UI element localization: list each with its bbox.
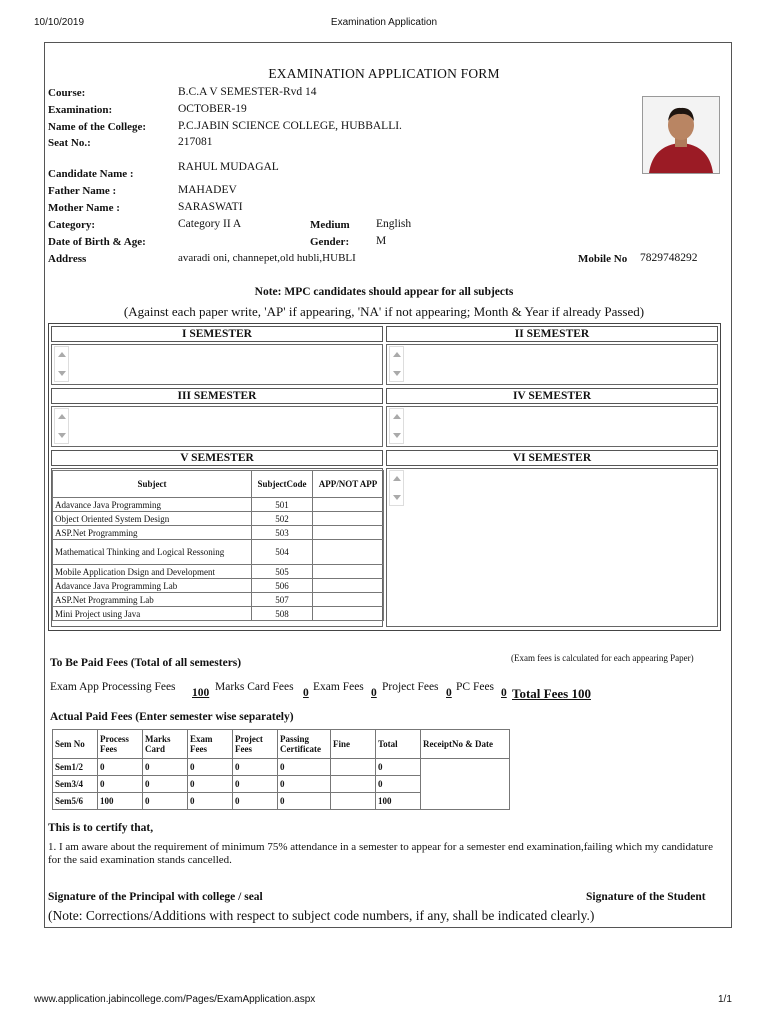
form-title: EXAMINATION APPLICATION FORM <box>268 66 500 81</box>
seat-value: 217081 <box>178 136 213 148</box>
scrollbar[interactable] <box>389 470 404 506</box>
pc-fee-value: 0 <box>501 687 507 699</box>
subject-code: 503 <box>252 526 313 540</box>
subject-name: Mini Project using Java <box>53 607 252 621</box>
scroll-down-icon[interactable] <box>393 433 401 438</box>
subject-code: 506 <box>252 579 313 593</box>
exam-fees-cell: 0 <box>188 776 233 793</box>
subject-code: 508 <box>252 607 313 621</box>
sem4-textarea[interactable] <box>386 406 718 447</box>
total-fees: Total Fees 100 <box>512 686 591 701</box>
scroll-up-icon[interactable] <box>58 352 66 357</box>
col-process-fees: Process Fees <box>98 730 143 759</box>
father-label: Father Name : <box>48 185 117 197</box>
exam-fees-cell: 0 <box>188 759 233 776</box>
col-subject: Subject <box>53 471 252 498</box>
col-sem-no: Sem No <box>53 730 98 759</box>
category-value: Category II A <box>178 218 242 230</box>
examination-label: Examination: <box>48 104 113 116</box>
col-exam-fees: Exam Fees <box>188 730 233 759</box>
candidate-value: RAHUL MUDAGAL <box>178 161 279 173</box>
exam-fee-label: Exam Fees <box>313 681 364 693</box>
passing-certificate-cell: 0 <box>278 759 331 776</box>
scrollbar[interactable] <box>54 346 69 382</box>
marks-card-cell: 0 <box>143 793 188 810</box>
candidate-photo <box>642 96 720 174</box>
sem5-header: V SEMESTER <box>51 450 383 466</box>
app-cell[interactable] <box>313 526 384 540</box>
subject-name: ASP.Net Programming <box>53 526 252 540</box>
subject-code: 504 <box>252 540 313 565</box>
to-be-paid-title: To Be Paid Fees (Total of all semesters) <box>50 657 242 669</box>
scroll-up-icon[interactable] <box>58 414 66 419</box>
subject-code: 502 <box>252 512 313 526</box>
col-project-fees: Project Fees <box>233 730 278 759</box>
col-passing-certificate: Passing Certificate <box>278 730 331 759</box>
scrollbar[interactable] <box>389 408 404 444</box>
process-fees-cell: 100 <box>98 793 143 810</box>
passing-certificate-cell: 0 <box>278 793 331 810</box>
scroll-down-icon[interactable] <box>58 433 66 438</box>
student-signature-label: Signature of the Student <box>586 891 706 903</box>
mother-value: SARASWATI <box>178 201 243 213</box>
sem3-textarea[interactable] <box>51 406 383 447</box>
sem-no: Sem1/2 <box>53 759 98 776</box>
sem3-header: III SEMESTER <box>51 388 383 404</box>
subject-name: Mobile Application Dsign and Development <box>53 565 252 579</box>
passing-certificate-cell: 0 <box>278 776 331 793</box>
print-url: www.application.jabincollege.com/Pages/ExamApplication.aspx <box>34 994 316 1005</box>
project-fees-cell: 0 <box>233 793 278 810</box>
project-fees-cell: 0 <box>233 776 278 793</box>
table-row <box>53 498 384 512</box>
process-fee-value: 100 <box>192 687 210 699</box>
sem-no: Sem3/4 <box>53 776 98 793</box>
examination-value: OCTOBER-19 <box>178 103 247 115</box>
certify-title: This is to certify that, <box>48 822 154 834</box>
subject-code: 505 <box>252 565 313 579</box>
app-cell[interactable] <box>313 498 384 512</box>
address-label: Address <box>48 253 87 265</box>
fine-cell <box>331 759 376 776</box>
scroll-up-icon[interactable] <box>393 414 401 419</box>
actual-paid-fees-table <box>52 729 510 810</box>
exam-fee-calc-note: (Exam fees is calculated for each appearing Paper) <box>511 653 694 663</box>
print-title: Examination Application <box>330 17 438 28</box>
corrections-note: (Note: Corrections/Additions with respect to subject code numbers, if any, shall be indicated clearly.) <box>48 908 595 923</box>
course-value: B.C.A V SEMESTER-Rvd 14 <box>178 86 317 98</box>
app-cell[interactable] <box>313 579 384 593</box>
sem6-header: VI SEMESTER <box>386 450 718 466</box>
marks-card-fee-label: Marks Card Fees <box>215 681 294 693</box>
marks-card-fee-value: 0 <box>303 687 309 699</box>
app-cell[interactable] <box>313 565 384 579</box>
exam-fees-cell: 0 <box>188 793 233 810</box>
col-fine: Fine <box>331 730 376 759</box>
receipt-cell <box>421 759 510 810</box>
mpc-note: Note: MPC candidates should appear for all subjects <box>254 286 514 298</box>
mobile-label: Mobile No <box>578 253 628 265</box>
app-cell[interactable] <box>313 607 384 621</box>
scrollbar[interactable] <box>54 408 69 444</box>
appearing-note: (Against each paper write, 'AP' if appearing, 'NA' if not appearing; Month & Year if already Passed) <box>123 304 645 319</box>
sem1-header: I SEMESTER <box>51 326 383 342</box>
project-fees-cell: 0 <box>233 759 278 776</box>
table-row <box>53 759 510 776</box>
seat-label: Seat No.: <box>48 137 91 149</box>
table-row <box>53 526 384 540</box>
subject-name: Adavance Java Programming <box>53 498 252 512</box>
scroll-up-icon[interactable] <box>393 352 401 357</box>
fine-cell <box>331 776 376 793</box>
sem2-textarea[interactable] <box>386 344 718 385</box>
sem2-header: II SEMESTER <box>386 326 718 342</box>
marks-card-cell: 0 <box>143 759 188 776</box>
gender-label: Gender: <box>310 236 350 248</box>
sem6-textarea[interactable] <box>386 468 718 627</box>
subject-name: ASP.Net Programming Lab <box>53 593 252 607</box>
gender-value: M <box>376 235 387 247</box>
scroll-down-icon[interactable] <box>58 371 66 376</box>
sem1-textarea[interactable] <box>51 344 383 385</box>
print-page-count: 1/1 <box>718 994 732 1005</box>
college-label: Name of the College: <box>48 121 147 133</box>
dob-label: Date of Birth & Age: <box>48 236 146 248</box>
app-cell[interactable] <box>313 512 384 526</box>
college-value: P.C.JABIN SCIENCE COLLEGE, HUBBALLI. <box>178 120 402 132</box>
table-row <box>53 579 384 593</box>
subject-code: 507 <box>252 593 313 607</box>
fine-cell <box>331 793 376 810</box>
subject-name: Adavance Java Programming Lab <box>53 579 252 593</box>
mother-label: Mother Name : <box>48 202 120 214</box>
medium-value: English <box>376 218 412 230</box>
subject-code: 501 <box>252 498 313 512</box>
print-date: 10/10/2019 <box>34 17 85 28</box>
subject-name: Object Oriented System Design <box>53 512 252 526</box>
table-row <box>53 593 384 607</box>
course-label: Course: <box>48 87 86 99</box>
table-row <box>53 607 384 621</box>
father-value: MAHADEV <box>178 184 237 196</box>
scroll-down-icon[interactable] <box>393 495 401 500</box>
project-fee-label: Project Fees <box>382 681 439 693</box>
table-row <box>53 565 384 579</box>
v-semester-subject-table <box>52 470 384 621</box>
process-fee-label: Exam App Processing Fees <box>50 681 176 693</box>
scrollbar[interactable] <box>389 346 404 382</box>
category-label: Category: <box>48 219 96 231</box>
process-fees-cell: 0 <box>98 776 143 793</box>
col-subject-code: SubjectCode <box>252 471 313 498</box>
col-marks-card: Marks Card <box>143 730 188 759</box>
marks-card-cell: 0 <box>143 776 188 793</box>
address-value: avaradi oni, channepet,old hubli,HUBLI <box>178 252 356 264</box>
attendance-declaration: 1. I am aware about the requirement of minimum 75% attendance in a semester to appear for a semester end examination,failing which my candidature for the said examination stands cancelled. <box>48 841 713 866</box>
app-cell[interactable] <box>313 593 384 607</box>
table-row <box>53 540 384 565</box>
sem4-header: IV SEMESTER <box>386 388 718 404</box>
actual-paid-title: Actual Paid Fees (Enter semester wise separately) <box>50 711 294 723</box>
pc-fee-label: PC Fees <box>456 681 495 693</box>
scroll-up-icon[interactable] <box>393 476 401 481</box>
sem-no: Sem5/6 <box>53 793 98 810</box>
table-row <box>53 512 384 526</box>
total-cell: 0 <box>376 776 421 793</box>
medium-label: Medium <box>310 219 350 231</box>
col-receipt: ReceiptNo & Date <box>421 730 510 759</box>
col-total: Total <box>376 730 421 759</box>
exam-fee-value: 0 <box>371 687 377 699</box>
process-fees-cell: 0 <box>98 759 143 776</box>
candidate-label: Candidate Name : <box>48 168 134 180</box>
subject-name: Mathematical Thinking and Logical Ressoning <box>53 540 252 565</box>
mobile-value: 7829748292 <box>640 252 698 264</box>
col-app-not-app: APP/NOT APP <box>313 471 384 498</box>
total-cell: 100 <box>376 793 421 810</box>
scroll-down-icon[interactable] <box>393 371 401 376</box>
project-fee-value: 0 <box>446 687 452 699</box>
app-cell[interactable] <box>313 540 384 565</box>
total-cell: 0 <box>376 759 421 776</box>
principal-signature-label: Signature of the Principal with college / seal <box>48 891 263 903</box>
